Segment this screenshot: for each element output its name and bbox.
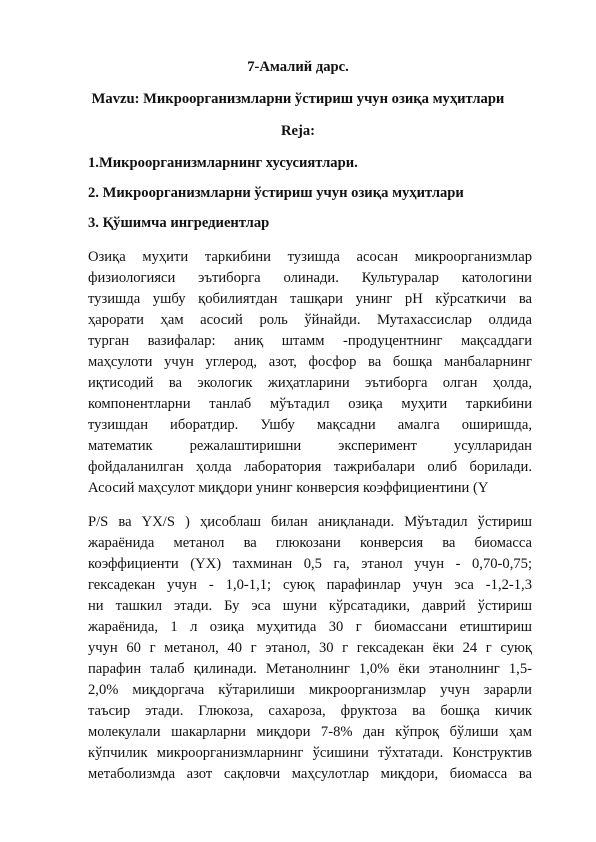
paragraph-line: гексадекан учун - 1,0-1,1; суюқ парафинлар учун эса -1,2-1,3 xyxy=(88,577,532,593)
paragraph-line: парафин талаб қилинади. Метанолнинг 1,0% ёки этанолнинг 1,5- xyxy=(88,661,532,677)
paragraph-line: маҳсулоти учун углерод, азот, фосфор ва бошқа манбаларнинг xyxy=(88,354,532,370)
paragraph-line: коэффициенти (YX) тахминан 0,5 га, этанол учун - 0,70-0,75; xyxy=(88,556,532,572)
paragraph-line: метаболизмда азот сақловчи маҳсулотлар миқдори, биомасса ва xyxy=(88,766,532,782)
paragraph-line: кўпчилик микроорганизмларнинг ўсишини тўхтатади. Конструктив xyxy=(88,745,532,761)
paragraph-line: молекулали шакарларни миқдори 7-8% дан кўпроқ бўлиши ҳам xyxy=(88,724,532,740)
paragraph-line: ҳарорати ҳам асосий роль ўйнайди. Мутахассислар олдида xyxy=(88,312,532,328)
paragraph-line: математик режалаштиришни эксперимент усулларидан xyxy=(88,438,532,454)
paragraph-line: турган вазифалар: аниқ штамм -продуцентнинг мақсаддаги xyxy=(88,333,532,349)
plan-item-3: 3. Қўшимча ингредиентлар xyxy=(88,215,270,231)
plan-label: Reja: xyxy=(280,123,316,139)
paragraph-line: физиологияси эътиборга олинади. Культуралар катологини xyxy=(88,270,532,286)
paragraph-line: таъсир этади. Глюкоза, сахароза, фруктоза ва бошқа кичик xyxy=(88,703,532,719)
paragraph-line: жараёнида метанол ва глюкозани конверсия ва биомасса xyxy=(88,535,532,551)
paragraph-line: тузишдан иборатдир. Ушбу мақсадни амалга оширишда, xyxy=(88,417,532,433)
plan-item-1: 1.Микроорганизмларнинг хусусиятлари. xyxy=(88,155,358,171)
paragraph-line: Озиқа муҳити таркибини тузишда асосан микроорганизмлар xyxy=(88,249,532,265)
paragraph-line: иқтисодий ва экологик жиҳатларини эътиборга олган ҳолда, xyxy=(88,375,532,391)
paragraph-line: Асосий маҳсулот миқдори унинг конверсия коэффициентини (Y xyxy=(88,480,489,496)
paragraph-line: учун 60 г метанол, 40 г этанол, 30 г гексадекан ёки 24 г суюқ xyxy=(88,640,532,656)
plan-item-2: 2. Микроорганизмларни ўстириш учун озиқа муҳитлари xyxy=(88,185,464,201)
topic-heading: Mavzu: Микроорганизмларни ўстириш учун озиқа муҳитлари xyxy=(91,91,505,107)
paragraph-line: фойдаланилган ҳолда лаборатория тажрибалари олиб борилади. xyxy=(88,459,532,475)
paragraph-line: компонентларни танлаб мўътадил озиқа муҳити таркибини xyxy=(88,396,532,412)
paragraph-line: жараёнида, 1 л озиқа муҳитида 30 г биомассани етиштириш xyxy=(88,619,532,635)
paragraph-line: ни ташкил этади. Бу эса шуни кўрсатадики, даврий ўстириш xyxy=(88,598,532,614)
paragraph-line: P/S ва YX/S ) ҳисоблаш билан аниқланади. Мўътадил ўстириш xyxy=(88,514,532,530)
paragraph-line: 2,0% миқдоргача кўтарилиши микроорганизмлар учун зарарли xyxy=(88,682,532,698)
paragraph-line: тузишда ушбу қобилиятдан ташқари унинг рН кўрсаткичи ва xyxy=(88,291,532,307)
page-title: 7-Амалий дарс. xyxy=(247,59,349,75)
